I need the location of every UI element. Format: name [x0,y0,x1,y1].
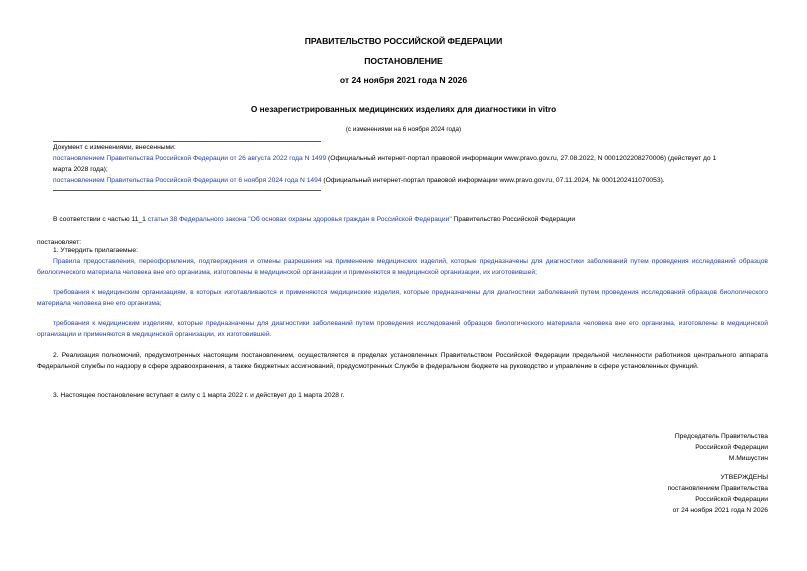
signature-name: М.Мишустин [728,455,768,462]
approved-by: постановлением Правительства [667,485,768,492]
legal-basis-prefix: В соответствии с частью 11_1 [53,216,148,223]
signature-position: Председатель Правительства [674,433,768,440]
legal-basis [53,214,768,225]
document-title: О незарегистрированных медицинских изделиях для диагностики in vitro [250,104,557,114]
rules-link-paragraph [37,256,768,278]
government-heading: ПРАВИТЕЛЬСТВО РОССИЙСКОЙ ФЕДЕРАЦИИ [304,36,503,46]
legal-basis-suffix: Правительство Российской Федерации [451,216,576,223]
changes-intro: Документ с изменениями, внесенными: [53,144,176,151]
decides-label: постановляет: [37,239,82,246]
change-link-1494[interactable]: постановлением Правительства Российской Федерации от 6 ноября 2024 года N 1494 [53,177,322,184]
approved-country: Российской Федерации [695,496,768,503]
divider-bottom [53,190,321,191]
change-item-2 [53,175,768,186]
amendment-note: (с изменениями на 6 ноября 2024 года) [345,126,462,133]
federal-law-link[interactable]: статьи 38 Федерального закона "Об основах охраны здоровья граждан в Российской Федерации" [147,216,452,223]
approved-label: УТВЕРЖДЕНЫ [720,474,768,481]
clause-3: 3. Настоящее постановление вступает в силу с 1 марта 2022 г. и действует до 1 марта 2028 г. [53,392,345,399]
change-item-1-source: (Официальный интернет-портал правовой информации www.pravo.gov.ru, 27.08.2022, N 0001202208270006) (действует до 1 [326,155,717,162]
requirements-devices-link[interactable]: требования к медицинским изделиям, которые предназначены для диагностики заболеваний путем проведения исследований образцов биологического материала человека вне его организма, изготовлены в медицинской организации и применяются в медицинской организации, их изготовившей. [37,320,768,338]
requirements-orgs-paragraph [37,287,768,309]
approved-date: от 24 ноября 2021 года N 2026 [672,507,768,514]
clause-2: 2. Реализация полномочий, предусмотренных настоящим постановлением, осуществляется в пределах установленных Правительством Российской Федерации предельной численности работников центрального аппарата Федеральной службы по надзору в сфере здравоохранения, а также бюджетных ассигнований, предусмотренных Службе в федеральном бюджете на руководство и управление в сфере установленных функций. [37,352,768,370]
change-item-1 [53,153,768,164]
approved-block [668,472,768,516]
requirements-devices-paragraph [37,318,768,340]
document-date-number: от 24 ноября 2021 года N 2026 [339,75,468,85]
signature-block [675,431,768,464]
rules-link[interactable]: Правила предоставления, переоформления, подтверждения и отмены разрешения на применение медицинских изделий, которые предназначены для диагностики заболеваний путем проведения исследований образцов биологического материала человека вне его организма, изготовлены в медицинской организации и применяются в медицинской организации, их изготовившей; [37,258,768,276]
change-item-1-continuation: марта 2028 года); [53,166,108,173]
change-item-2-source: (Официальный интернет-портал правовой информации www.pravo.gov.ru, 07.11.2024, № 0001202411070053). [321,177,665,184]
clause-1: 1. Утвердить прилагаемые: [53,247,138,254]
requirements-orgs-link[interactable]: требования к медицинским организациям, в которых изготавливаются и применяются медицинские изделия, которые предназначены для диагностики заболеваний путем проведения исследований образцов биологического материала человека вне его организма; [37,289,768,307]
signature-country: Российской Федерации [695,444,768,451]
document-type: ПОСТАНОВЛЕНИЕ [364,56,443,66]
change-link-1499[interactable]: постановлением Правительства Российской Федерации от 26 августа 2022 года N 1499 [53,155,327,162]
